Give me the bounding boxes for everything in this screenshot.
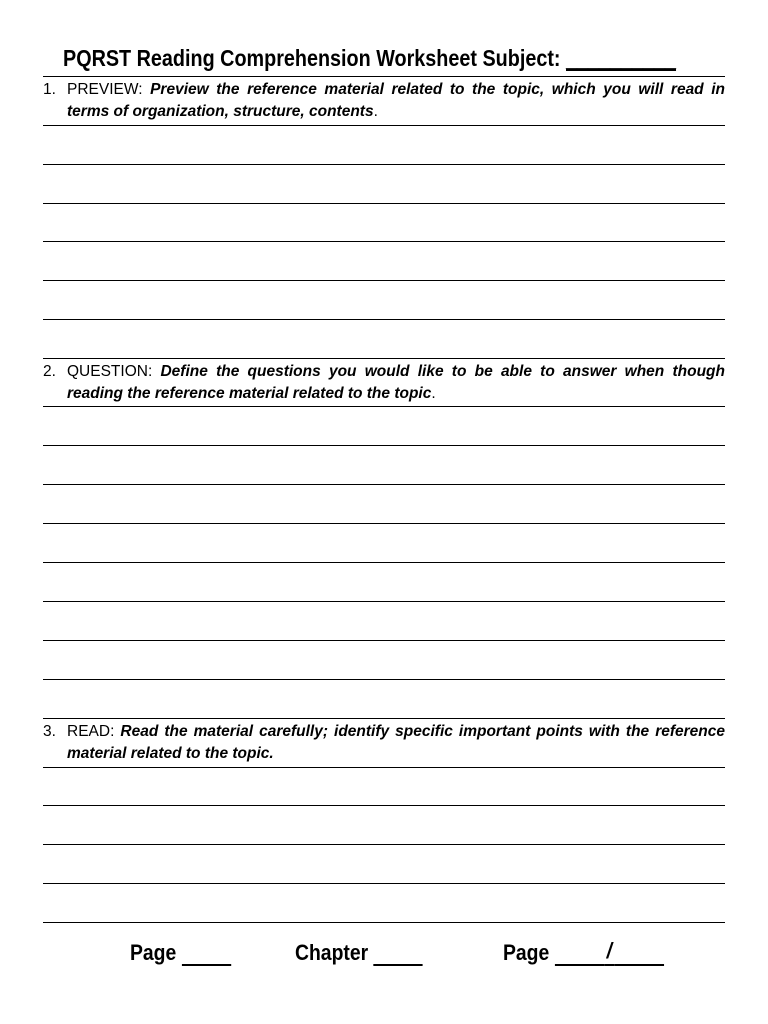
section-1-heading xyxy=(43,79,725,123)
answer-line[interactable] xyxy=(43,523,725,524)
section-3-label: READ: xyxy=(67,723,115,740)
footer-chapter-label: Chapter xyxy=(295,940,369,965)
answer-line[interactable] xyxy=(43,562,725,563)
title-text: PQRST Reading Comprehension Worksheet Subject: xyxy=(63,45,561,71)
section-1-label: PREVIEW: xyxy=(67,81,143,98)
answer-line[interactable] xyxy=(43,319,725,320)
footer-page-range xyxy=(503,938,664,966)
footer-chapter-blank[interactable] xyxy=(374,938,423,966)
answer-line[interactable] xyxy=(43,445,725,446)
footer-page-blank[interactable] xyxy=(182,938,231,966)
section-3-instruction: Read the material carefully; identify specific important points with the reference material related to the topic. xyxy=(67,723,725,762)
answer-line[interactable] xyxy=(43,484,725,485)
section-2-label: QUESTION: xyxy=(67,363,153,380)
answer-line[interactable] xyxy=(43,164,725,165)
section-3-heading xyxy=(43,721,725,765)
subject-blank[interactable]: __________ xyxy=(566,45,677,71)
footer-page xyxy=(130,938,231,966)
answer-line[interactable] xyxy=(43,767,725,768)
answer-line[interactable] xyxy=(43,922,725,923)
answer-line[interactable] xyxy=(43,640,725,641)
answer-line[interactable] xyxy=(43,679,725,680)
section-2-period: . xyxy=(431,385,436,402)
footer-page-range-separator: / xyxy=(604,938,615,966)
answer-line[interactable] xyxy=(43,883,725,884)
worksheet-page xyxy=(43,0,725,1024)
answer-line[interactable] xyxy=(43,601,725,602)
section-3-number: 3. xyxy=(43,723,56,740)
section-3-top-rule xyxy=(43,718,725,719)
section-1-period: . xyxy=(373,103,378,120)
section-2-top-rule xyxy=(43,358,725,359)
section-1-number: 1. xyxy=(43,81,56,98)
section-2-heading xyxy=(43,361,725,405)
section-1-instruction: Preview the reference material related to the topic, which you will read in terms of organization, structure, contents xyxy=(67,81,725,120)
answer-line[interactable] xyxy=(43,241,725,242)
section-2-instruction: Define the questions you would like to be able to answer when though reading the reference material related to the topic xyxy=(67,363,725,402)
answer-line[interactable] xyxy=(43,280,725,281)
answer-line[interactable] xyxy=(43,805,725,806)
footer-chapter xyxy=(295,938,423,966)
footer-page-range-end-blank[interactable] xyxy=(615,938,664,966)
answer-line[interactable] xyxy=(43,844,725,845)
answer-line[interactable] xyxy=(43,203,725,204)
answer-line[interactable] xyxy=(43,406,725,407)
footer-page-range-start-blank[interactable] xyxy=(555,938,604,966)
worksheet-title xyxy=(63,45,676,72)
footer-page-range-label: Page xyxy=(503,940,550,965)
answer-line[interactable] xyxy=(43,125,725,126)
section-1-top-rule xyxy=(43,76,725,77)
footer-page-label: Page xyxy=(130,940,177,965)
section-2-number: 2. xyxy=(43,363,56,380)
